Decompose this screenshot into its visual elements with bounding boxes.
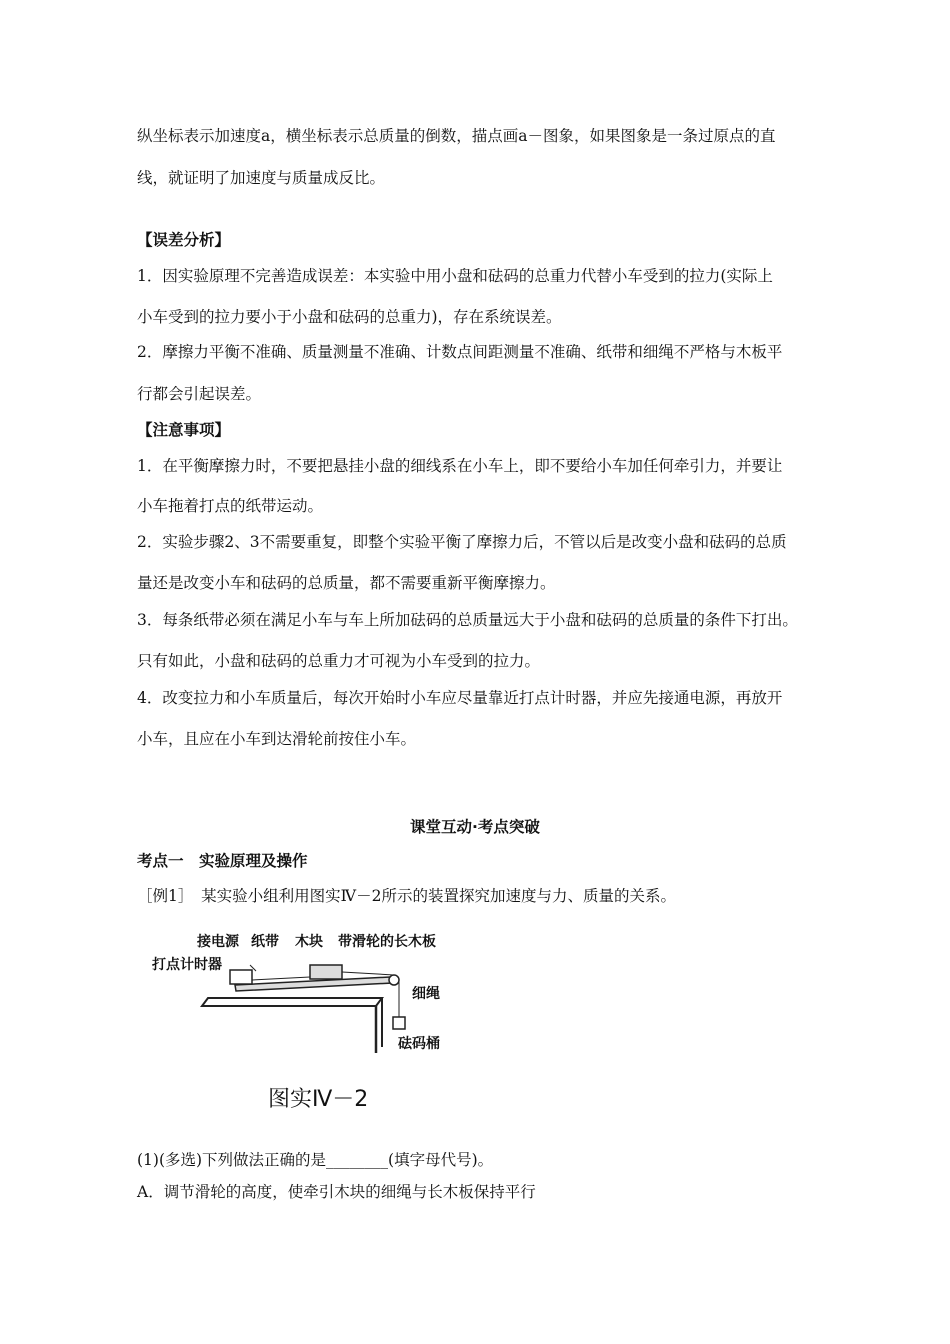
error-p2-line-2: 行都会引起误差。 [137,385,262,403]
pulley-icon [389,975,399,985]
example-text: ［例1］ 某实验小组利用图实Ⅳ－2所示的装置探究加速度与力、质量的关系。 [137,887,676,905]
note-3-line-1: 3．每条纸带必须在满足小车与车上所加砝码的总质量远大于小盘和砝码的总质量的条件下打出。 [137,611,798,629]
note-1-line-1: 1．在平衡摩擦力时，不要把悬挂小盘的细线系在小车上，即不要给小车加任何牵引力，并要让 [137,457,783,475]
note-2-line-1: 2．实验步骤2、3不需要重复，即整个实验平衡了摩擦力后，不管以后是改变小盘和砝码的总质 [137,533,787,551]
label-block: 木块 [295,934,323,950]
table-top [202,998,382,1006]
bucket-icon [393,1017,405,1029]
note-4-line-2: 小车，且应在小车到达滑轮前按住小车。 [137,730,417,748]
label-tape: 纸带 [251,934,279,950]
figure-caption: 图实Ⅳ－2 [268,1087,369,1112]
string-horizontal [342,972,394,975]
label-string: 细绳 [412,986,440,1002]
option-a: A．调节滑轮的高度，使牵引木块的细绳与长木板保持平行 [137,1183,536,1201]
apparatus-figure [150,925,460,1125]
section-title: 课堂互动·考点突破 [410,818,540,836]
label-timer: 打点计时器 [152,957,222,973]
error-analysis-heading: 【误差分析】 [137,231,231,249]
label-board: 带滑轮的长木板 [338,934,436,950]
topic-heading: 考点一 实验原理及操作 [137,852,308,870]
label-power: 接电源 [197,934,239,950]
intro-line-1: 纵坐标表示加速度a，横坐标表示总质量的倒数，描点画a－图象，如果图象是一条过原点的直 [137,127,776,145]
error-p1-line-2: 小车受到的拉力要小于小盘和砝码的总重力)，存在系统误差。 [137,308,562,326]
note-4-line-1: 4．改变拉力和小车质量后，每次开始时小车应尽量靠近打点计时器，并应先接通电源，再放开 [137,689,783,707]
paper-tape [252,977,310,980]
label-bucket: 砝码桶 [398,1036,440,1052]
note-2-line-2: 量还是改变小车和砝码的总质量，都不需要重新平衡摩擦力。 [137,574,556,592]
note-1-line-2: 小车拖着打点的纸带运动。 [137,497,324,515]
timer-icon [230,970,252,984]
question-1: (1)(多选)下列做法正确的是________(填字母代号)。 [137,1151,494,1169]
error-p2-line-1: 2．摩擦力平衡不准确、质量测量不准确、计数点间距测量不准确、纸带和细绳不严格与木板平 [137,343,783,361]
block-icon [310,965,342,979]
note-3-line-2: 只有如此，小盘和砝码的总重力才可视为小车受到的拉力。 [137,652,541,670]
notes-heading: 【注意事项】 [137,421,231,439]
error-p1-line-1: 1．因实验原理不完善造成误差：本实验中用小盘和砝码的总重力代替小车受到的拉力(实际上 [137,267,773,285]
intro-line-2: 线，就证明了加速度与质量成反比。 [137,169,386,187]
